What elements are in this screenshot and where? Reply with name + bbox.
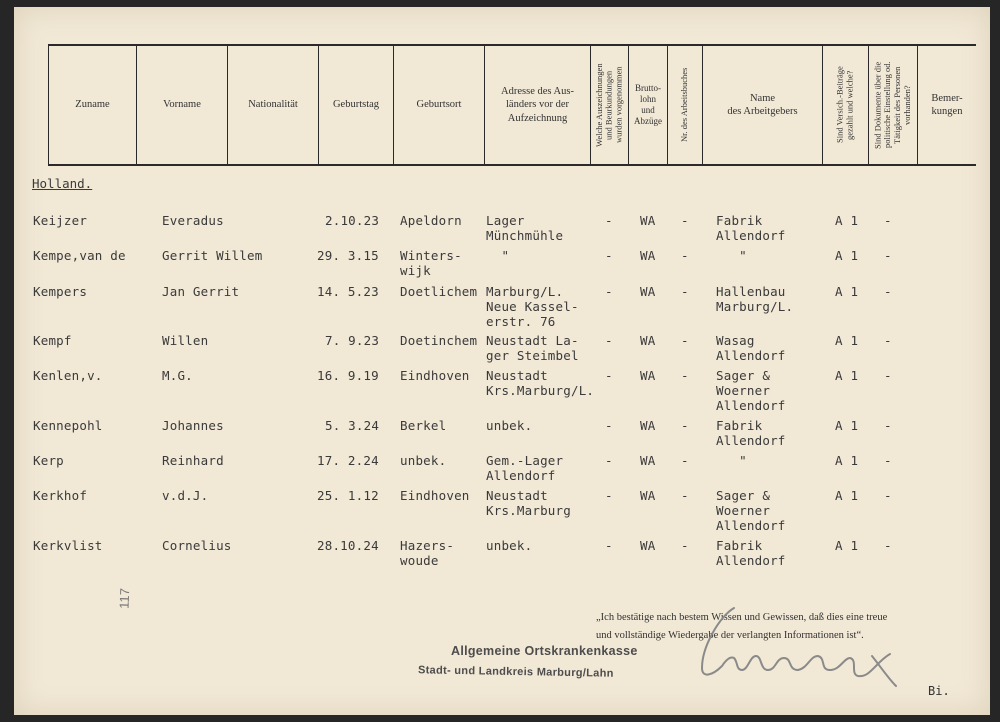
- stamp-line-2: Stadt- und Landkreis Marburg/Lahn: [417, 664, 614, 680]
- cell-vorname: Willen: [162, 333, 209, 348]
- cell-vorname: Gerrit Willem: [162, 248, 263, 263]
- cell-zuname: Kerkhof: [33, 488, 88, 503]
- cell-dokumente: -: [884, 488, 892, 503]
- cell-arbeitgeber: Fabrik Allendorf: [716, 538, 786, 568]
- cell-arbeitsbuch: -: [681, 538, 689, 553]
- header-geburtsort: Geburtsort: [416, 99, 462, 111]
- cell-vorname: Johannes: [162, 418, 224, 433]
- cell-zuname: Keijzer: [33, 213, 88, 228]
- cell-dokumente: -: [884, 453, 892, 468]
- confirmation-statement: „Ich bestätige nach bestem Wissen und Gewissen, daß dies eine treue und vollständige Wiedergabe der verlangten Informationen ist“.: [596, 612, 888, 641]
- header-bemerkungen: Bemer- kungen: [931, 92, 963, 117]
- cell-geburtstag: 7. 9.23: [325, 333, 380, 348]
- cell-arbeitgeber: ": [716, 248, 747, 263]
- cell-auszeichnungen: -: [605, 418, 613, 433]
- cell-auszeichnungen: -: [605, 488, 613, 503]
- cell-adresse: unbek.: [486, 538, 533, 553]
- cell-vorname: v.d.J.: [162, 488, 209, 503]
- cell-dokumente: -: [884, 368, 892, 383]
- cell-dokumente: -: [884, 213, 892, 228]
- cell-geburtstag: 25. 1.12: [317, 488, 379, 503]
- pencil-page-number: 117: [116, 587, 133, 610]
- cell-arbeitsbuch: -: [681, 284, 689, 299]
- cell-adresse: Gem.-Lager Allendorf: [486, 453, 564, 483]
- cell-dokumente: -: [884, 284, 892, 299]
- cell-zuname: Kerp: [33, 453, 64, 468]
- cell-arbeitgeber: Wasag Allendorf: [716, 333, 786, 363]
- cell-geburtstag: 16. 9.19: [317, 368, 379, 383]
- cell-adresse: Marburg/L. Neue Kassel- erstr. 76: [486, 284, 579, 329]
- cell-vorname: Jan Gerrit: [162, 284, 240, 299]
- cell-dokumente: -: [884, 418, 892, 433]
- cell-zuname: Kempf: [33, 333, 72, 348]
- cell-geburtsort: Apeldorn: [400, 213, 462, 228]
- initials: Bi.: [928, 684, 950, 698]
- cell-adresse: Neustadt Krs.Marburg/L.: [486, 368, 595, 398]
- cell-geburtsort: Eindhoven: [400, 488, 470, 503]
- header-adresse: Adresse des Aus- länders vor der Aufzeichnung: [501, 86, 574, 124]
- cell-auszeichnungen: -: [605, 213, 613, 228]
- header-arbeitgeber: Name des Arbeitgebers: [727, 92, 798, 117]
- cell-auszeichnungen: -: [605, 284, 613, 299]
- cell-arbeitsbuch: -: [681, 488, 689, 503]
- cell-zuname: Kenlen,v.: [33, 368, 103, 383]
- cell-arbeitgeber: Sager & Woerner Allendorf: [716, 368, 786, 413]
- cell-geburtsort: Winters- wijk: [400, 248, 462, 278]
- cell-geburtstag: 2.10.23: [325, 213, 380, 228]
- cell-versicherung: A 1: [835, 418, 859, 433]
- cell-adresse: unbek.: [486, 418, 533, 433]
- cell-geburtsort: Doetinchem: [400, 333, 478, 348]
- cell-auszeichnungen: -: [605, 333, 613, 348]
- cell-arbeitsbuch: -: [681, 333, 689, 348]
- header-auszeichnungen: Welche Auszeichnungen und Beurkundungen wurden vorgenommen: [593, 63, 624, 147]
- cell-geburtsort: Doetlichem: [400, 284, 478, 299]
- cell-lohn: WA: [640, 333, 656, 348]
- stamp-line-1: Allgemeine Ortskrankenkasse: [451, 644, 638, 658]
- cell-auszeichnungen: -: [605, 368, 613, 383]
- cell-versicherung: A 1: [835, 248, 859, 263]
- table-header-bottom-rule: [48, 164, 976, 166]
- cell-arbeitsbuch: -: [681, 453, 689, 468]
- cell-arbeitsbuch: -: [681, 248, 689, 263]
- cell-versicherung: A 1: [835, 284, 859, 299]
- header-nationalitaet: Nationalität: [248, 99, 298, 111]
- cell-dokumente: -: [884, 538, 892, 553]
- cell-lohn: WA: [640, 248, 656, 263]
- section-title: Holland.: [32, 176, 93, 191]
- cell-versicherung: A 1: [835, 488, 859, 503]
- handwritten-signature: [690, 596, 910, 696]
- header-zuname: Zuname: [75, 99, 110, 111]
- cell-versicherung: A 1: [835, 368, 859, 383]
- cell-vorname: Everadus: [162, 213, 224, 228]
- cell-dokumente: -: [884, 333, 892, 348]
- cell-geburtstag: 28.10.24: [317, 538, 379, 553]
- header-vorname: Vorname: [163, 99, 201, 111]
- cell-zuname: Kempe,van de: [33, 248, 126, 263]
- cell-lohn: WA: [640, 368, 656, 383]
- cell-arbeitsbuch: -: [681, 213, 689, 228]
- cell-arbeitsbuch: -: [681, 368, 689, 383]
- cell-geburtstag: 29. 3.15: [317, 248, 379, 263]
- header-geburtstag: Geburtstag: [332, 99, 380, 111]
- cell-auszeichnungen: -: [605, 538, 613, 553]
- cell-adresse: Lager Münchmühle: [486, 213, 564, 243]
- cell-lohn: WA: [640, 284, 656, 299]
- cell-adresse: ": [486, 248, 510, 263]
- cell-lohn: WA: [640, 453, 656, 468]
- cell-arbeitgeber: ": [716, 453, 747, 468]
- cell-geburtsort: Eindhoven: [400, 368, 470, 383]
- cell-geburtstag: 14. 5.23: [317, 284, 379, 299]
- cell-versicherung: A 1: [835, 538, 859, 553]
- cell-arbeitgeber: Hallenbau Marburg/L.: [716, 284, 794, 314]
- cell-versicherung: A 1: [835, 213, 859, 228]
- cell-lohn: WA: [640, 538, 656, 553]
- cell-zuname: Kerkvlist: [33, 538, 103, 553]
- cell-arbeitgeber: Fabrik Allendorf: [716, 213, 786, 243]
- cell-vorname: Reinhard: [162, 453, 224, 468]
- cell-geburtstag: 5. 3.24: [325, 418, 380, 433]
- cell-auszeichnungen: -: [605, 453, 613, 468]
- cell-dokumente: -: [884, 248, 892, 263]
- cell-vorname: M.G.: [162, 368, 193, 383]
- cell-adresse: Neustadt La- ger Steimbel: [486, 333, 579, 363]
- header-arbeitsbuch: Nr. des Arbeitsbuches: [679, 67, 690, 143]
- cell-arbeitgeber: Sager & Woerner Allendorf: [716, 488, 786, 533]
- cell-versicherung: A 1: [835, 333, 859, 348]
- cell-geburtstag: 17. 2.24: [317, 453, 379, 468]
- cell-zuname: Kennepohl: [33, 418, 103, 433]
- header-bruttolohn: Brutto- lohn und Abzüge: [634, 82, 662, 127]
- cell-arbeitgeber: Fabrik Allendorf: [716, 418, 786, 448]
- cell-lohn: WA: [640, 418, 656, 433]
- cell-versicherung: A 1: [835, 453, 859, 468]
- cell-lohn: WA: [640, 213, 656, 228]
- cell-geburtsort: unbek.: [400, 453, 447, 468]
- cell-arbeitsbuch: -: [681, 418, 689, 433]
- cell-zuname: Kempers: [33, 284, 88, 299]
- cell-lohn: WA: [640, 488, 656, 503]
- header-dokumente: Sind Dokumente über die politische Einstellung od. Tätigkeit des Personen vorhanden?: [872, 61, 912, 149]
- cell-geburtsort: Hazers- woude: [400, 538, 455, 568]
- cell-geburtsort: Berkel: [400, 418, 447, 433]
- header-versicherung: Sind Versich.-Beiträge gezahlt und welche?: [834, 66, 855, 144]
- cell-adresse: Neustadt Krs.Marburg: [486, 488, 571, 518]
- cell-vorname: Cornelius: [162, 538, 232, 553]
- cell-auszeichnungen: -: [605, 248, 613, 263]
